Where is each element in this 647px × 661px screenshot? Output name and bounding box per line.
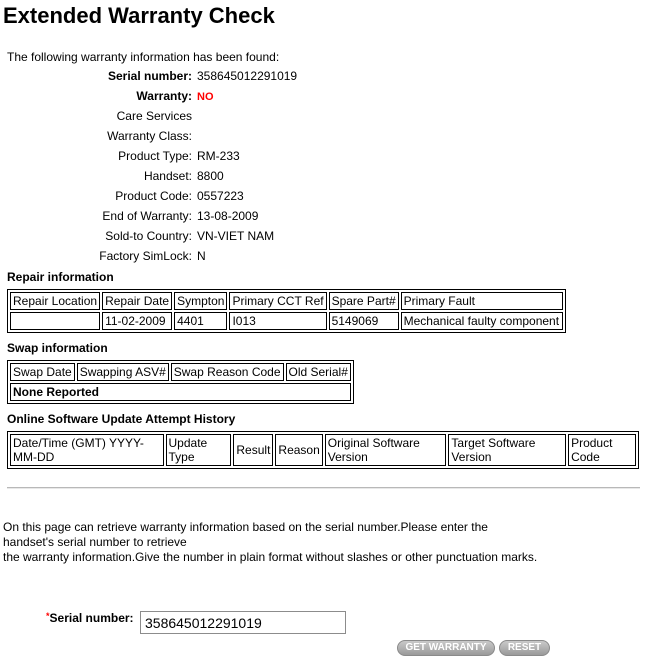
- info-row-sold-to-country: [0, 228, 420, 248]
- serial-number-input[interactable]: [140, 611, 346, 634]
- instructions-line: handset's serial number to retrieve: [3, 535, 187, 549]
- table-cell: 4401: [174, 312, 227, 330]
- get-warranty-button[interactable]: GET WARRANTY: [397, 640, 495, 656]
- column-header: Reason: [275, 434, 322, 466]
- reset-button[interactable]: RESET: [499, 640, 550, 656]
- table-cell: I013: [229, 312, 326, 330]
- column-header: Swap Reason Code: [171, 363, 284, 381]
- repair-table: [7, 289, 566, 333]
- required-marker: *: [46, 611, 50, 621]
- intro-text: The following warranty information has been found:: [7, 50, 280, 64]
- info-value: RM-233: [197, 149, 240, 163]
- table-cell: 11-02-2009: [102, 312, 172, 330]
- column-header: Old Serial#: [286, 363, 351, 381]
- column-header: Product Code: [568, 434, 636, 466]
- table-row: [10, 383, 351, 401]
- info-label: Product Type:: [118, 149, 192, 163]
- info-value: 8800: [197, 169, 224, 183]
- info-value: VN-VIET NAM: [197, 229, 275, 243]
- divider: [7, 487, 640, 489]
- info-value: 358645012291019: [197, 69, 298, 83]
- update-section-title: Online Software Update Attempt History: [7, 412, 236, 426]
- page-title: Extended Warranty Check: [3, 3, 275, 28]
- info-value: 13-08-2009: [197, 209, 259, 223]
- info-label: Handset:: [143, 169, 192, 183]
- column-header: Repair Location: [10, 292, 100, 310]
- info-label: Factory SimLock:: [99, 249, 192, 263]
- column-header: Spare Part#: [329, 292, 399, 310]
- update-history-table: [7, 431, 639, 469]
- table-header-row: [10, 434, 636, 466]
- info-value: N: [197, 249, 206, 263]
- info-row-handset: [0, 168, 420, 188]
- info-row-product-type: [0, 148, 420, 168]
- info-row-serial: [0, 68, 420, 88]
- swap-section-title: Swap information: [7, 341, 108, 355]
- table-cell: 5149069: [329, 312, 399, 330]
- warranty-info: [0, 68, 420, 268]
- column-header: Repair Date: [102, 292, 172, 310]
- table-header-row: [10, 363, 351, 381]
- info-label: End of Warranty:: [102, 209, 192, 223]
- info-label: Warranty Class:: [107, 129, 192, 143]
- instructions-line: On this page can retrieve warranty information based on the serial number.Please enter the: [3, 520, 488, 534]
- column-header: Swapping ASV#: [77, 363, 169, 381]
- info-row-product-code: [0, 188, 420, 208]
- swap-table: [7, 360, 354, 404]
- none-reported-cell: None Reported: [10, 383, 351, 401]
- column-header: Result: [233, 434, 273, 466]
- info-value: 0557223: [197, 189, 244, 203]
- column-header: Sympton: [174, 292, 227, 310]
- column-header: Target Software Version: [448, 434, 566, 466]
- table-header-row: [10, 292, 563, 310]
- info-value: [197, 108, 420, 128]
- serial-number-label: [46, 611, 134, 625]
- info-row-warranty: [0, 88, 420, 108]
- info-row-warranty-class: [0, 128, 420, 148]
- instructions-line: the warranty information.Give the number in plain format without slashes or other punctuation marks.: [3, 550, 538, 564]
- table-row: [10, 312, 563, 330]
- column-header: Date/Time (GMT) YYYY-MM-DD: [10, 434, 164, 466]
- column-header: Primary CCT Ref: [229, 292, 326, 310]
- info-label: Care Services: [116, 109, 192, 123]
- info-label: Product Code:: [115, 189, 192, 203]
- warranty-status: NO: [197, 91, 214, 103]
- info-value: [197, 128, 420, 148]
- column-header: Update Type: [166, 434, 232, 466]
- repair-section-title: Repair information: [7, 270, 114, 284]
- column-header: Swap Date: [10, 363, 75, 381]
- column-header: Primary Fault: [401, 292, 563, 310]
- table-cell: [10, 312, 100, 330]
- info-label: Serial number:: [107, 69, 192, 83]
- info-row-care-services: [0, 108, 420, 128]
- info-label: Warranty:: [136, 89, 192, 103]
- table-cell: Mechanical faulty component: [401, 312, 563, 330]
- info-label: Sold-to Country:: [105, 229, 192, 243]
- info-row-factory-simlock: [0, 248, 420, 268]
- column-header: Original Software Version: [325, 434, 447, 466]
- serial-number-label-text: Serial number:: [49, 611, 134, 625]
- instructions-text: [3, 520, 603, 565]
- info-row-end-of-warranty: [0, 208, 420, 228]
